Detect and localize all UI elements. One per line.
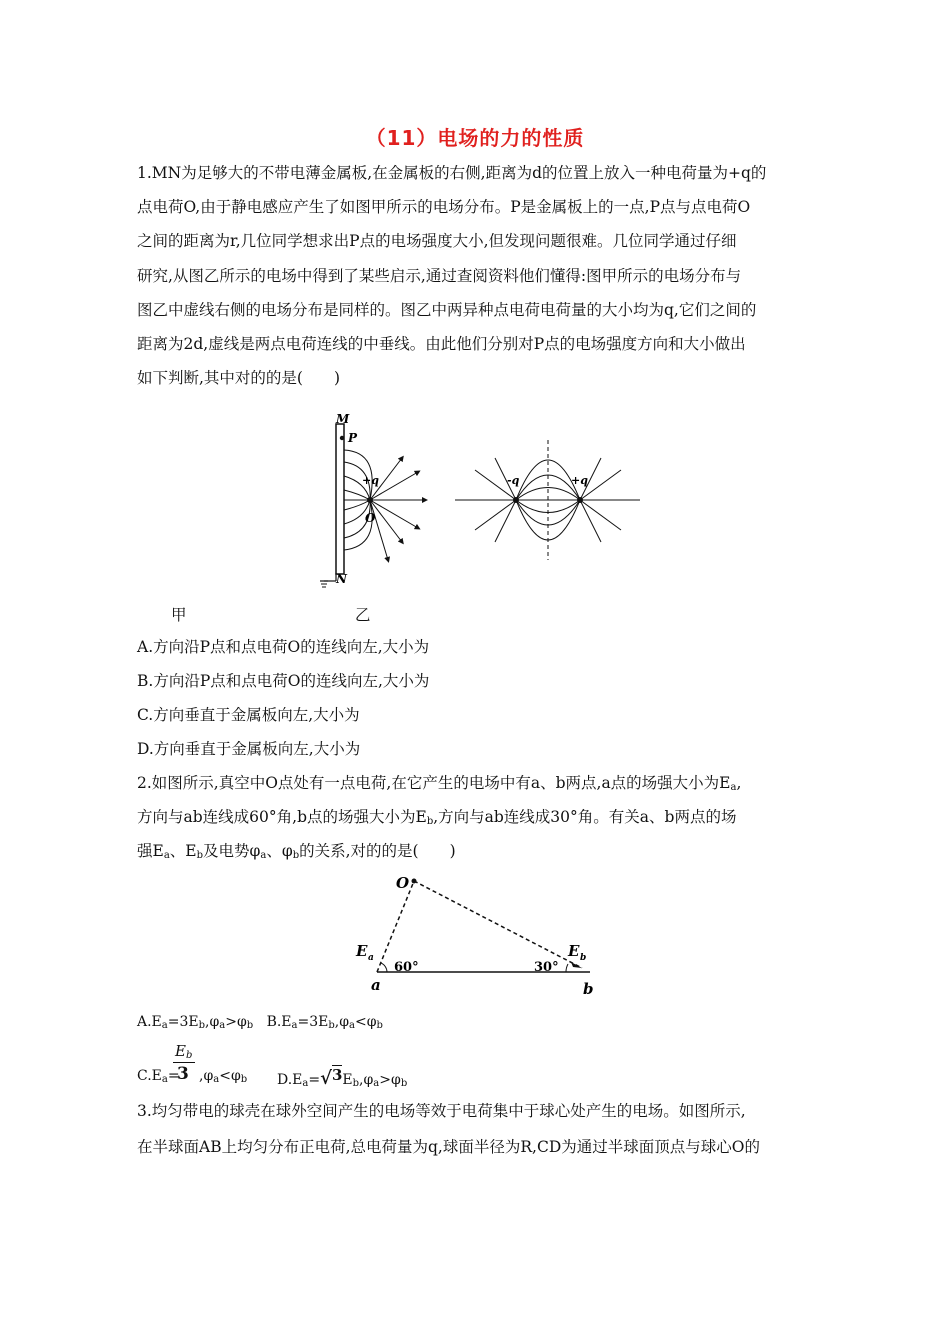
label-plus-q: +q bbox=[362, 474, 379, 487]
label-plus-q-2: +q bbox=[571, 474, 588, 487]
q1-option-a: A.方向沿P点和点电荷O的连线向左,大小为 bbox=[137, 638, 430, 656]
label-Ea: E bbox=[356, 942, 368, 960]
q1-line-3: 之间的距离为r,几位同学想求出P点的电场强度大小,但发现问题很难。几位同学通过仔细 bbox=[137, 232, 737, 250]
q2-option-d: $D.E_a=√3E_b,\varphi_a>\varphi_b$ bbox=[277, 1066, 408, 1089]
label-O: O bbox=[365, 511, 376, 525]
fraction-numerator: $E_b$ bbox=[175, 1042, 193, 1061]
q1-line-4: 研究,从图乙所示的电场中得到了某些启示,通过查阅资料他们懂得:图甲所示的电场分布与 bbox=[137, 267, 742, 285]
q1-line-2: 点电荷O,由于静电感应产生了如图甲所示的电场分布。P是金属板上的一点,P点与点电荷O bbox=[137, 198, 751, 216]
sqrt-sign: √ bbox=[320, 1068, 332, 1089]
q1-line-6: 距离为2d,虚线是两点电荷连线的中垂线。由此他们分别对P点的电场强度方向和大小做出 bbox=[137, 335, 746, 353]
label-angle-60: 60° bbox=[394, 960, 419, 975]
q2-line-3: 强$E_a$、$E_b$及电势$\varphi_a$、$\varphi_b$的关系,对的的是( ) bbox=[137, 842, 456, 861]
q1-option-d: D.方向垂直于金属板向左,大小为 bbox=[137, 740, 361, 758]
caption-yi: 乙 bbox=[355, 606, 371, 624]
q2-line-2: 方向与ab连线成60°角,b点的场强大小为$E_b$,方向与ab连线成30°角。有关a、b两点的场 bbox=[137, 808, 737, 827]
q1-option-b: B.方向沿P点和点电荷O的连线向左,大小为 bbox=[137, 672, 430, 690]
label-Eb-sub: b bbox=[580, 953, 587, 963]
fraction-bar bbox=[173, 1062, 195, 1063]
label-P: P bbox=[348, 431, 358, 445]
figure-yi bbox=[455, 440, 640, 565]
q1-line-5: 图乙中虚线右侧的电场分布是同样的。图乙中两异种点电荷电荷量的大小均为q,它们之间的 bbox=[137, 301, 757, 319]
label-Ea-sub: a bbox=[368, 953, 374, 963]
q3-line-1: 3.均匀带电的球壳在球外空间产生的电场等效于电荷集中于球心处产生的电场。如图所示, bbox=[137, 1102, 746, 1120]
label-b: b bbox=[583, 980, 594, 998]
label-Eb: E bbox=[568, 942, 580, 960]
q2-option-b: $B.E_a=3E_b,\varphi_a<\varphi_b$ bbox=[266, 1014, 383, 1031]
q2-options-ab bbox=[137, 1012, 383, 1036]
sqrt-arg: 3 bbox=[331, 1066, 343, 1084]
q1-option-c: C.方向垂直于金属板向左,大小为 bbox=[137, 706, 360, 724]
label-N: N bbox=[336, 572, 347, 586]
q2-line-1: 2.如图所示,真空中O点处有一点电荷,在它产生的电场中有a、b两点,a点的场强大小为$E_a$, bbox=[137, 774, 742, 793]
label-angle-30: 30° bbox=[534, 960, 559, 975]
caption-jia: 甲 bbox=[171, 606, 187, 624]
page-title: （11）电场的力的性质 bbox=[365, 126, 585, 150]
figure-jia bbox=[310, 410, 440, 595]
fraction-denominator: 3 bbox=[177, 1064, 189, 1084]
q1-line-7: 如下判断,其中对的的是( ) bbox=[137, 369, 341, 387]
q1-line-1: 1.MN为足够大的不带电薄金属板,在金属板的右侧,距离为d的位置上放入一种电荷量为+q的 bbox=[137, 164, 767, 182]
label-a: a bbox=[371, 976, 381, 994]
q2-option-a: $A.E_a=3E_b,\varphi_a>\varphi_b$ bbox=[137, 1014, 254, 1031]
figure-q2 bbox=[350, 868, 610, 998]
label-minus-q: -q bbox=[507, 474, 520, 487]
label-O: O bbox=[396, 874, 410, 892]
q3-line-2: 在半球面AB上均匀分布正电荷,总电荷量为q,球面半径为R,CD为通过半球面顶点与球心O的 bbox=[137, 1138, 760, 1156]
label-M: M bbox=[336, 412, 350, 426]
